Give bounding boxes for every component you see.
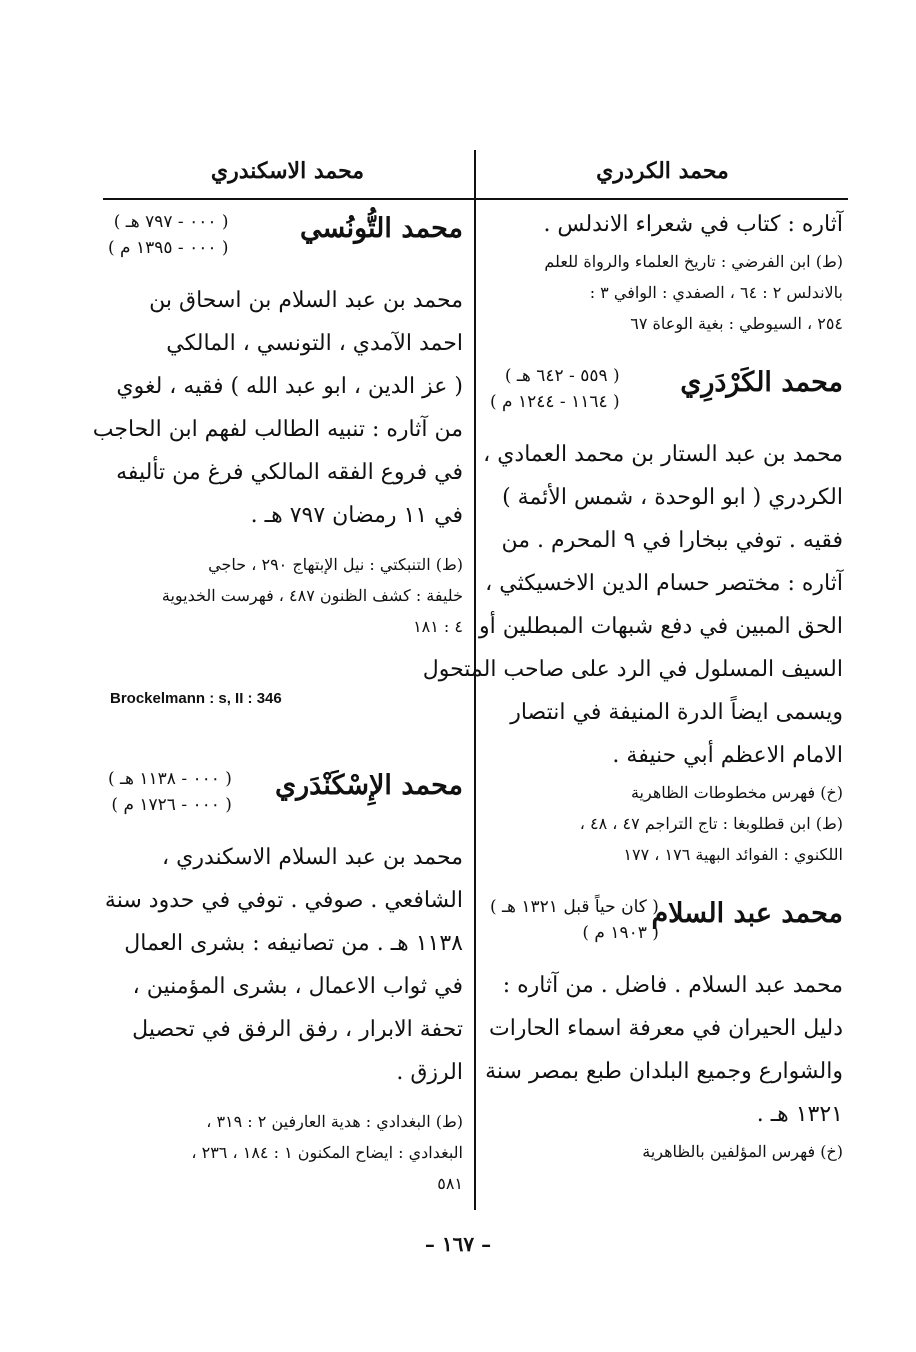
- body-line: الامام الاعظم أبي حنيفة .: [612, 743, 843, 768]
- body-line: آثاره : مختصر حسام الدين الاخسيكثي ،: [485, 571, 843, 596]
- body-line: محمد بن عبد السلام بن اسحاق بن: [149, 288, 463, 313]
- note-line: (ط) ابن الفرضي : تاريخ العلماء والرواة للعلم: [544, 252, 843, 271]
- body-line: ويسمى ايضاً الدرة المنيفة في انتصار: [510, 700, 843, 725]
- entry-heading: [490, 357, 843, 427]
- note-line: (ط) التنبكتي : نيل الإبتهاج ٢٩٠ ، حاجي: [208, 555, 463, 574]
- date-gregorian: ( ٠٠٠ - ١٧٢٦ م ): [111, 795, 232, 815]
- note-line: البغدادي : ايضاح المكنون ١ : ١٨٤ ، ٢٣٦ ،: [191, 1143, 463, 1162]
- body-line: الكردري ( ابو الوحدة ، شمس الأئمة ): [502, 485, 843, 510]
- body-line: والشوارع وجميع البلدان طبع بمصر سنة: [485, 1059, 843, 1084]
- date-hijri: ( كان حياً قبل ١٣٢١ هـ ): [490, 897, 659, 917]
- body-line: تحفة الابرار ، رفق الرفق في تحصيل: [132, 1017, 463, 1042]
- date-hijri: ( ٥٥٩ - ٦٤٢ هـ ): [504, 366, 620, 386]
- date-gregorian: ( ٠٠٠ - ١٣٩٥ م ): [108, 238, 229, 258]
- body-line: احمد الآمدي ، التونسي ، المالكي: [166, 331, 463, 356]
- body-line: ١٣٢١ هـ .: [756, 1102, 843, 1127]
- entry-dates: [490, 894, 659, 946]
- entry-heading: [108, 203, 463, 273]
- body-line: فقيه . توفي ببخارا في ٩ المحرم . من: [501, 528, 843, 553]
- body-line: السيف المسلول في الرد على صاحب المتحول: [422, 657, 843, 682]
- brockelmann-reference: Brockelmann : s, II : 346: [110, 690, 282, 707]
- body-line: محمد بن عبد الستار بن محمد العمادي ،: [483, 442, 843, 467]
- entry-title: محمد التُّونُسي: [299, 213, 463, 244]
- note-line: (ط) البغدادي : هدية العارفين ٢ : ٣١٩ ،: [206, 1112, 463, 1131]
- body-line: محمد بن عبد السلام الاسكندري ،: [162, 845, 463, 870]
- body-line: من آثاره : تنبيه الطالب لفهم ابن الحاجب: [92, 417, 463, 442]
- running-header-right: محمد الكردري: [596, 158, 729, 184]
- body-line: في ثواب الاعمال ، بشرى المؤمنين ،: [132, 974, 463, 999]
- entry-title: محمد الكَرْدَرِي: [680, 367, 843, 398]
- note-line: (خ) فهرس المؤلفين بالظاهرية: [642, 1142, 843, 1161]
- body-line: دليل الحيران في معرفة اسماء الحارات: [488, 1016, 843, 1041]
- running-header-left: محمد الاسكندري: [210, 158, 365, 184]
- body-line: محمد عبد السلام . فاضل . من آثاره :: [502, 973, 843, 998]
- date-hijri: ( ٠٠٠ - ٧٩٧ هـ ): [113, 212, 229, 232]
- body-line: الرزق .: [396, 1060, 463, 1085]
- spacer: [108, 1094, 463, 1106]
- spacer: [108, 537, 463, 549]
- body-line: ( عز الدين ، ابو عبد الله ) فقيه ، لغوي: [116, 374, 463, 399]
- body-line: آثاره : كتاب في شعراء الاندلس .: [543, 212, 843, 237]
- note-line: بالاندلس ٢ : ٦٤ ، الصفدي : الوافي ٣ :: [589, 283, 843, 302]
- note-line: ٢٥٤ ، السيوطي : بغية الوعاة ٦٧: [630, 314, 843, 333]
- entry-dates: [490, 363, 620, 415]
- note-line: (ط) ابن قطلوبغا : تاج التراجم ٤٧ ، ٤٨ ،: [579, 814, 843, 833]
- entry-heading: [108, 760, 463, 830]
- page-number: – ١٦٧ –: [424, 1232, 492, 1256]
- note-line: ٤ : ١٨١: [413, 617, 463, 636]
- note-line: ٥٨١: [437, 1174, 463, 1193]
- date-hijri: ( ٠٠٠ - ١١٣٨ هـ ): [108, 769, 232, 789]
- entry-title: محمد عبد السلام: [651, 898, 843, 929]
- body-line: الشافعي . صوفي . توفي في حدود سنة: [104, 888, 463, 913]
- entry-title: محمد الإِسْكَنْدَري: [275, 770, 463, 801]
- body-line: في ١١ رمضان ٧٩٧ هـ .: [250, 503, 463, 528]
- date-gregorian: ( ١٩٠٣ م ): [582, 923, 659, 943]
- entry-heading: [490, 888, 843, 958]
- body-line: في فروع الفقه المالكي فرغ من تأليفه: [116, 460, 463, 485]
- note-line: اللكنوي : الفوائد البهية ١٧٦ ، ١٧٧: [623, 845, 843, 864]
- body-line: ١١٣٨ هـ . من تصانيفه : بشرى العمال: [124, 931, 463, 956]
- body-line: الحق المبين في دفع شبهات المبطلين أو: [478, 614, 843, 639]
- entry-dates: [108, 209, 229, 261]
- date-gregorian: ( ١١٦٤ - ١٢٤٤ م ): [490, 392, 620, 412]
- entry-dates: [108, 766, 232, 818]
- note-line: (خ) فهرس مخطوطات الظاهرية: [630, 783, 843, 802]
- note-line: خليفة : كشف الظنون ٤٨٧ ، فهرست الخديوية: [161, 586, 463, 605]
